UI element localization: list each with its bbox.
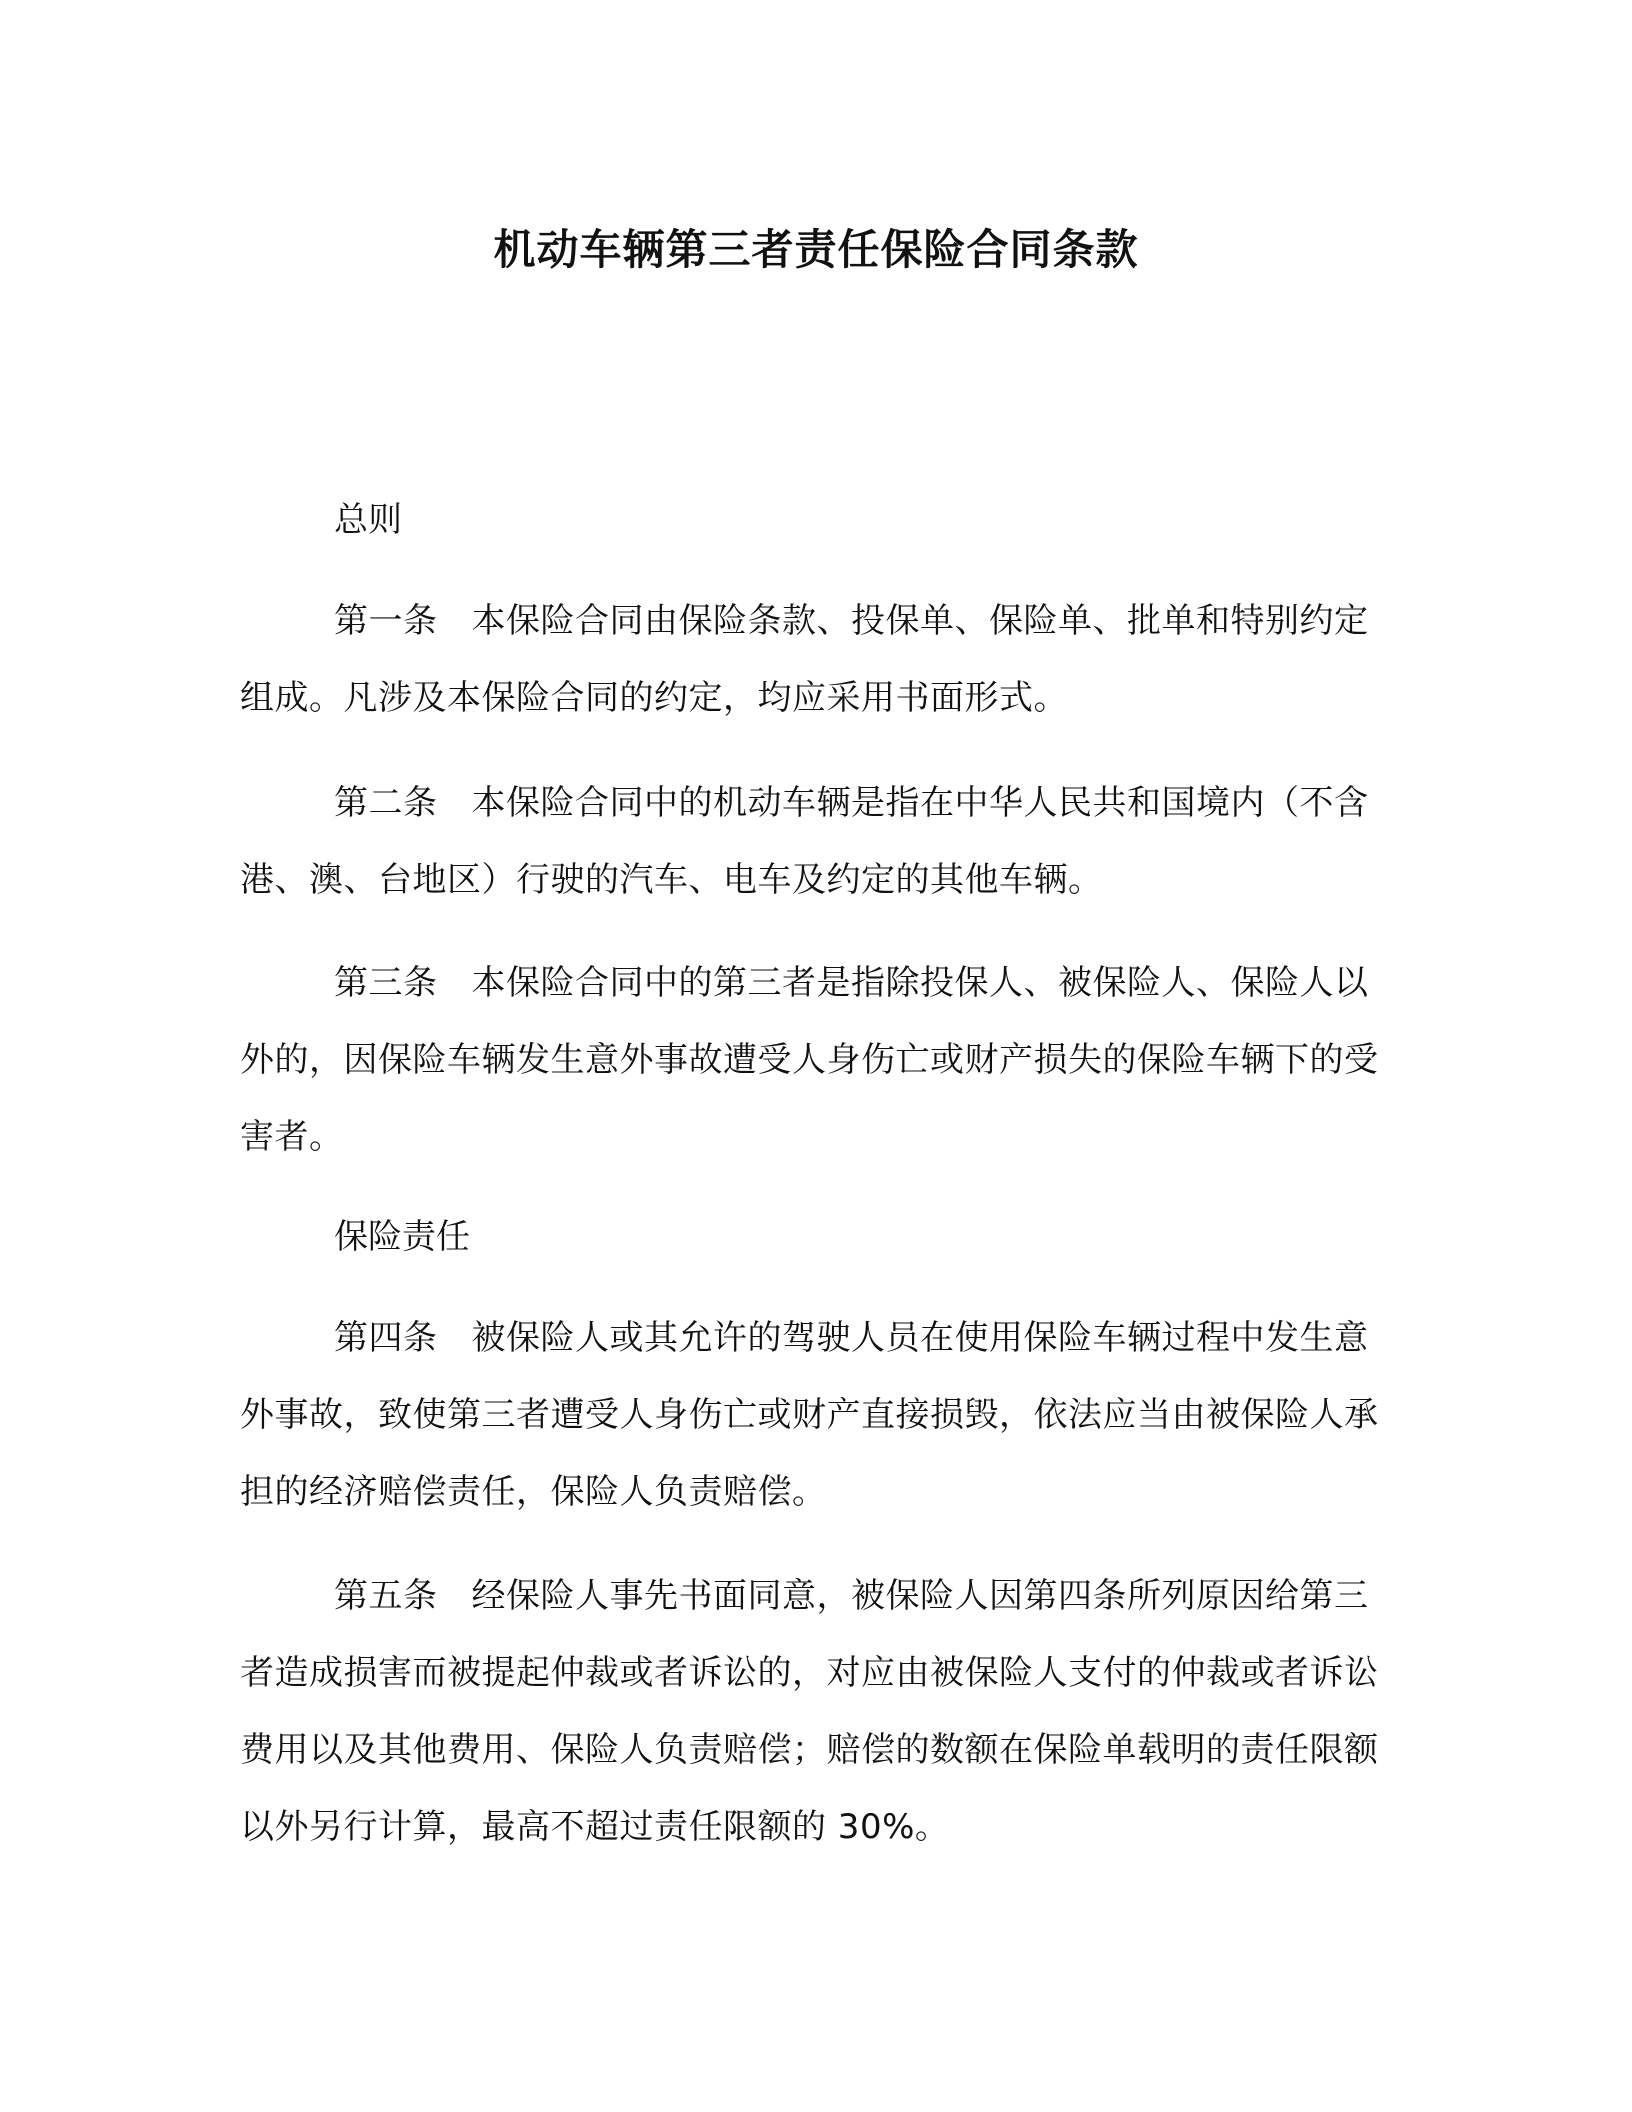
document-title: 机动车辆第三者责任保险合同条款 xyxy=(493,225,1139,274)
article-2 xyxy=(240,765,1380,919)
section-heading-liability: 保险责任 xyxy=(334,1217,470,1257)
article-text: 本保险合同中的第三者是指除投保人、被保险人、保险人以外的，因保险车辆发生意外事故遭受人身伤亡或财产损失的保险车辆下的受害者。 xyxy=(240,963,1379,1157)
article-text: 本保险合同由保险条款、投保单、保险单、批单和特别约定组成。凡涉及本保险合同的约定，均应采用书面形式。 xyxy=(240,601,1369,718)
article-number: 第五条 xyxy=(334,1576,438,1616)
article-number: 第一条 xyxy=(334,601,438,641)
article-5 xyxy=(240,1558,1380,1866)
section-heading-general: 总则 xyxy=(334,500,402,540)
article-text: 本保险合同中的机动车辆是指在中华人民共和国境内（不含港、澳、台地区）行驶的汽车、电车及约定的其他车辆。 xyxy=(240,783,1369,900)
article-3 xyxy=(240,945,1380,1176)
article-number: 第三条 xyxy=(334,963,438,1003)
article-4 xyxy=(240,1300,1380,1531)
article-text: 被保险人或其允许的驾驶人员在使用保险车辆过程中发生意外事故，致使第三者遭受人身伤亡或财产直接损毁，依法应当由被保险人承担的经济赔偿责任，保险人负责赔偿。 xyxy=(240,1318,1379,1512)
article-number: 第四条 xyxy=(334,1318,438,1358)
article-number: 第二条 xyxy=(334,783,438,823)
article-1 xyxy=(240,583,1380,737)
article-text: 经保险人事先书面同意，被保险人因第四条所列原因给第三者造成损害而被提起仲裁或者诉讼的，对应由被保险人支付的仲裁或者诉讼费用以及其他费用、保险人负责赔偿；赔偿的数额在保险单载明的责任限额以外另行计算，最高不超过责任限额的 30%。 xyxy=(240,1576,1379,1847)
